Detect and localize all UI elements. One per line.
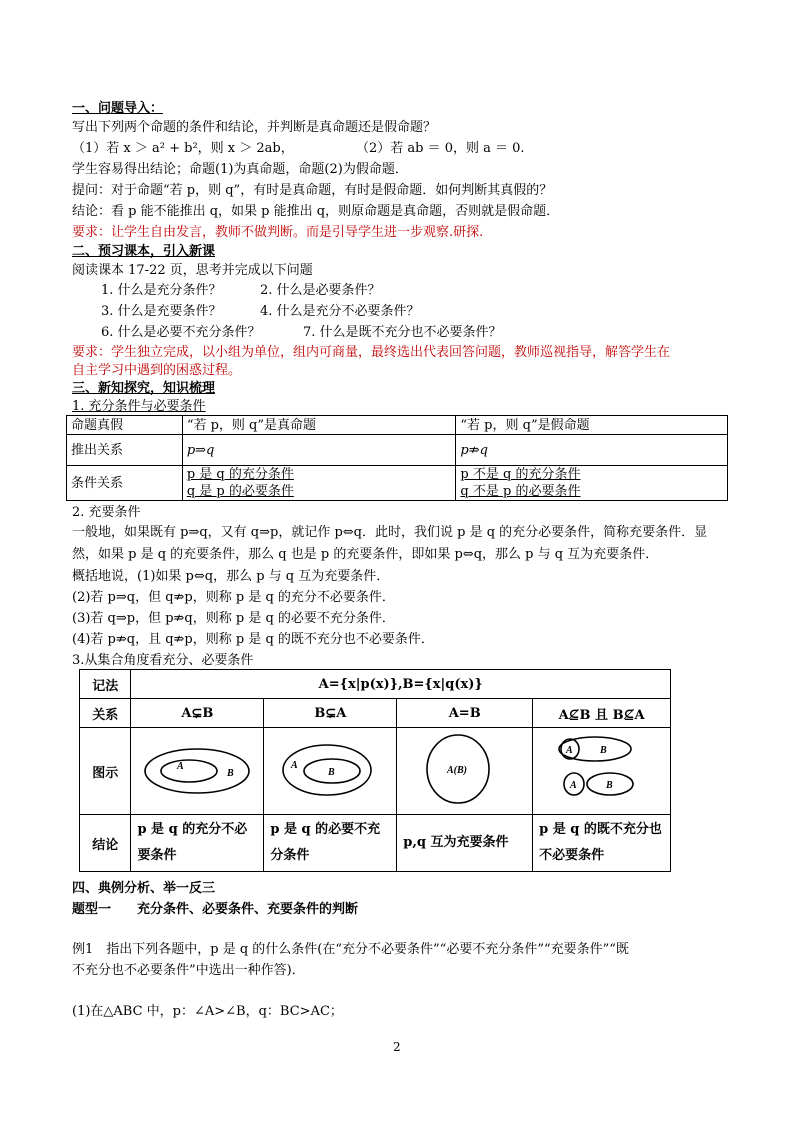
header-truth: 命题真假 [67, 416, 183, 435]
section1-question: 提问：对于命题“若 p，则 q”，有时是真命题，有时是假命题．如何判断其真假的？ [72, 183, 553, 198]
label-a: A [291, 760, 298, 771]
subsection-set-view: 3.从集合角度看充分、必要条件 [72, 653, 254, 668]
set-relationship-table [79, 669, 671, 872]
iff-paragraph-line2: 然，如果 p 是 q 的充要条件，那么 q 也是 p 的充要条件，即如果 p⇔q，那么 p 与 q 互为充要条件． [72, 547, 659, 562]
section1-intro: 写出下列两个命题的条件和结论，并判断是真命题还是假命题？ [72, 120, 437, 135]
notation-value: A={x|p(x)},B={x|q(x)} [131, 670, 671, 699]
example1-part1: (1)在△ABC 中，p：∠A>∠B，q：BC>AC； [72, 1004, 343, 1019]
conclusion-iff: p,q 互为充要条件 [397, 815, 533, 872]
question-1: 1. 什么是充分条件？ [101, 283, 222, 298]
label-b: B [328, 767, 335, 778]
section1-requirement: 要求：让学生自由发言，教师不做判断。而是引导学生进一步观察.研探. [72, 225, 484, 240]
section3-heading: 三、新知探究，知识梳理 [72, 381, 216, 396]
conclusion-neither [533, 815, 671, 872]
proposition-2: （2）若 ab ＝ 0，则 a ＝ 0. [356, 141, 525, 156]
row-notation-label: 记法 [80, 670, 131, 699]
diagram-b-in-a [264, 728, 397, 815]
label-b: B [227, 768, 235, 779]
example1-line2: 不充分也不必要条件”中选出一种作答)． [72, 963, 305, 978]
cell-line: q 是 p 的必要条件 [186, 484, 294, 499]
example1-line1: 例1 指出下列各题中，p 是 q 的什么条件(在“充分不必要条件”“必要不充分条件”“充要条件”“既 [72, 942, 629, 957]
row-inference-label: 推出关系 [67, 435, 183, 466]
diagram-neither [533, 728, 671, 815]
question-2: 2. 什么是必要条件？ [260, 283, 381, 298]
relation-a-equals-b: A=B [397, 699, 533, 728]
section1-answer: 结论：看 p 能不能推出 q，如果 p 能推出 q，则原命题是真命题，否则就是假命题． [72, 204, 560, 219]
cell-p-implies-q: p⇒q [182, 435, 456, 466]
row-condition-label: 条件关系 [67, 466, 183, 501]
cell-line: p 是 q 的充分条件 [186, 467, 294, 482]
cell-line: 分条件 [270, 848, 310, 863]
condition-table [66, 415, 728, 501]
subsection-sufficient-necessary: 1. 充分条件与必要条件 [72, 399, 206, 414]
diagram-a-equals-b [397, 728, 533, 815]
question-3: 3. 什么是充要条件？ [101, 304, 222, 319]
label-b: B [605, 780, 613, 791]
row-relation-label: 关系 [80, 699, 131, 728]
relation-b-subset-a: B⊊A [264, 699, 397, 728]
section1-heading: 一、问题导入： [72, 101, 164, 116]
section2-requirement-line2: 自主学习中遇到的困惑过程。 [72, 363, 242, 378]
diagram-a-in-b [131, 728, 264, 815]
row-conclusion-label: 结论 [80, 815, 131, 872]
section2-heading: 二、预习课本，引入新课 [72, 244, 216, 259]
label-ab: A(B) [446, 765, 467, 776]
question-4: 4. 什么是充分不必要条件？ [260, 304, 420, 319]
venn-a-equals-b [405, 731, 525, 807]
cell-line: p 是 q 的充分不必 [137, 822, 248, 837]
section2-requirement-line1: 要求：学生独立完成，以小组为单位，组内可商量，最终选出代表回答问题，教师巡视指导，解答学生在 [72, 345, 671, 360]
venn-neither [542, 731, 662, 807]
label-b: B [599, 745, 607, 756]
relation-neither: A⊈B 且 B⊈A [533, 699, 671, 728]
question-6: 6. 什么是必要不充分条件？ [101, 325, 261, 340]
problem-type-1: 题型一 充分条件、必要条件、充要条件的判断 [72, 902, 359, 917]
cell-line: 要条件 [137, 848, 177, 863]
iff-paragraph-line1: 一般地，如果既有 p⇒q，又有 q⇒p，就记作 p⇔q．此时，我们说 p 是 q 的充分必要条件，简称充要条件．显 [72, 525, 708, 540]
question-7: 7. 什么是既不充分也不必要条件？ [303, 325, 502, 340]
summary-3: (3)若 q⇒p，但 p⇏q，则称 p 是 q 的必要不充分条件． [72, 611, 395, 626]
relation-a-subset-b: A⊊B [131, 699, 264, 728]
conclusion-sufficient [131, 815, 264, 872]
cell-sufficient-necessary [182, 466, 456, 501]
section1-conclusion: 学生容易得出结论；命题(1)为真命题，命题(2)为假命题． [72, 162, 408, 177]
cell-line: q 不是 p 的必要条件 [460, 484, 581, 499]
cell-line: p 是 q 的必要不充 [270, 822, 381, 837]
conclusion-necessary [264, 815, 397, 872]
section2-intro: 阅读课本 17-22 页，思考并完成以下问题 [72, 263, 313, 278]
label-a: A [569, 780, 577, 791]
row-diagram-label: 图示 [80, 728, 131, 815]
label-a: A [565, 745, 573, 756]
section4-heading: 四、典例分析、举一反三 [72, 881, 216, 896]
cell-line: p 不是 q 的充分条件 [460, 467, 581, 482]
venn-a-in-b [137, 734, 257, 804]
page-number: 2 [393, 1040, 401, 1054]
subsection-iff: 2. 充要条件 [72, 505, 141, 520]
header-true-prop: “若 p，则 q”是真命题 [182, 416, 456, 435]
summary-1: 概括地说，(1)如果 p⇔q，那么 p 与 q 互为充要条件． [72, 569, 390, 584]
cell-not-sufficient-necessary [456, 466, 728, 501]
label-a: A [177, 761, 185, 772]
header-false-prop: “若 p，则 q”是假命题 [456, 416, 728, 435]
cell-line: p 是 q 的既不充分也 [539, 822, 662, 837]
summary-4: (4)若 p⇏q，且 q⇏p，则称 p 是 q 的既不充分也不必要条件． [72, 632, 434, 647]
proposition-1: （1）若 x ＞ a² + b²，则 x ＞ 2ab， [72, 141, 294, 156]
cell-line: 不必要条件 [539, 848, 605, 863]
summary-2: (2)若 p⇒q，但 q⇏p，则称 p 是 q 的充分不必要条件． [72, 590, 395, 605]
cell-p-not-implies-q: p⇏q [456, 435, 728, 466]
venn-b-in-a [270, 734, 390, 804]
